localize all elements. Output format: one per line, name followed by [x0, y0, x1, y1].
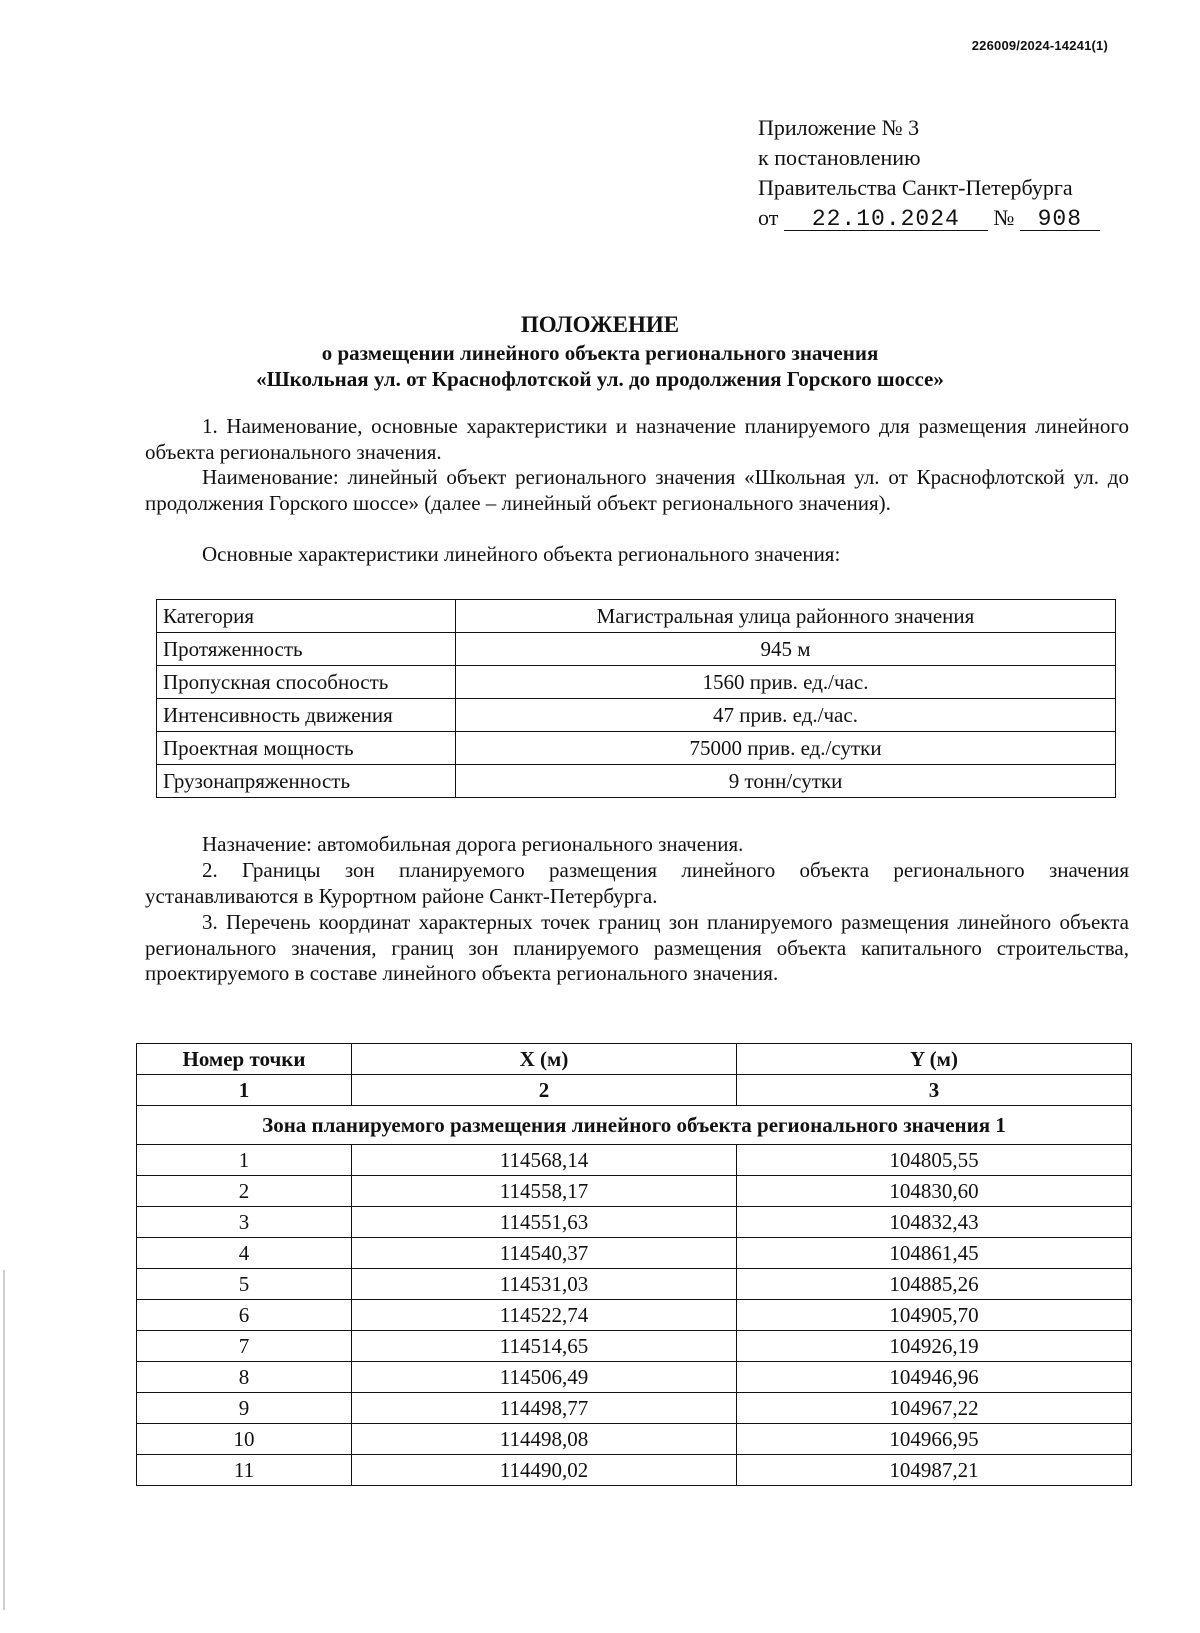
header-point-number: Номер точки — [137, 1044, 352, 1075]
title-heading: ПОЛОЖЕНИЕ — [520, 312, 680, 337]
appendix-line-1: Приложение № 3 — [758, 115, 920, 140]
coordinate-y: 104967,22 — [737, 1393, 1132, 1424]
document-title — [0, 310, 1200, 392]
appendix-number: 908 — [1020, 208, 1100, 231]
coordinate-y: 104966,95 — [737, 1424, 1132, 1455]
title-object-name: «Школьная ул. от Краснофлотской ул. до продолжения Горского шоссе» — [256, 367, 944, 391]
characteristics-row — [157, 633, 1116, 666]
table-row — [137, 1300, 1132, 1331]
paragraph-6-text: 3. Перечень координат характерных точек границ зон планируемого размещения линейного объекта регионального значения, границ зон планируемого размещения объекта капитального строительства, проектируемого в составе линейного объекта регионального значения. — [145, 910, 1129, 985]
appendix-block — [758, 113, 1100, 233]
coordinate-x: 114558,17 — [352, 1176, 737, 1207]
paragraph-5 — [145, 858, 1129, 909]
coordinate-x: 114568,14 — [352, 1145, 737, 1176]
point-number: 9 — [137, 1393, 352, 1424]
point-number: 6 — [137, 1300, 352, 1331]
coordinate-x: 114514,65 — [352, 1331, 737, 1362]
coordinate-y: 104946,96 — [737, 1362, 1132, 1393]
column-number-1: 1 — [137, 1075, 352, 1106]
appendix-date: 22.10.2024 — [784, 208, 988, 231]
coordinate-x: 114540,37 — [352, 1238, 737, 1269]
coordinates-table — [136, 1043, 1132, 1486]
characteristic-value: 9 тонн/сутки — [456, 765, 1116, 798]
coordinate-y: 104987,21 — [737, 1455, 1132, 1486]
coordinate-y: 104905,70 — [737, 1300, 1132, 1331]
characteristics-row — [157, 765, 1116, 798]
characteristics-row — [157, 600, 1116, 633]
title-subheading: о размещении линейного объекта регионального значения — [321, 341, 879, 365]
point-number: 3 — [137, 1207, 352, 1238]
coordinate-x: 114531,03 — [352, 1269, 737, 1300]
table-row — [137, 1176, 1132, 1207]
table-row — [137, 1238, 1132, 1269]
table-row — [137, 1362, 1132, 1393]
paragraph-2 — [145, 465, 1129, 516]
characteristics-row — [157, 699, 1116, 732]
point-number: 11 — [137, 1455, 352, 1486]
coordinates-header-row — [137, 1044, 1132, 1075]
coordinate-y: 104830,60 — [737, 1176, 1132, 1207]
coordinate-y: 104832,43 — [737, 1207, 1132, 1238]
scan-edge-mark — [3, 1270, 5, 1610]
table-row — [137, 1455, 1132, 1486]
characteristic-name: Грузонапряженность — [157, 765, 456, 798]
point-number: 4 — [137, 1238, 352, 1269]
characteristic-name: Проектная мощность — [157, 732, 456, 765]
header-y: Y (м) — [737, 1044, 1132, 1075]
characteristic-value: Магистральная улица районного значения — [456, 600, 1116, 633]
coordinate-x: 114498,08 — [352, 1424, 737, 1455]
coordinate-y: 104926,19 — [737, 1331, 1132, 1362]
coordinate-x: 114551,63 — [352, 1207, 737, 1238]
paragraph-1 — [145, 414, 1129, 465]
coordinate-y: 104805,55 — [737, 1145, 1132, 1176]
paragraph-3-text: Основные характеристики линейного объекта регионального значения: — [202, 542, 841, 566]
characteristic-name: Пропускная способность — [157, 666, 456, 699]
point-number: 2 — [137, 1176, 352, 1207]
characteristics-table — [156, 599, 1116, 798]
table-row — [137, 1331, 1132, 1362]
paragraph-4-text: Назначение: автомобильная дорога регионального значения. — [202, 832, 744, 856]
characteristic-value: 1560 прив. ед./час. — [456, 666, 1116, 699]
document-number: 226009/2024-14241(1) — [971, 38, 1108, 53]
coordinate-x: 114522,74 — [352, 1300, 737, 1331]
characteristic-name: Категория — [157, 600, 456, 633]
characteristics-row — [157, 732, 1116, 765]
coordinate-y: 104861,45 — [737, 1238, 1132, 1269]
appendix-line-2: к постановлению — [758, 145, 921, 170]
characteristic-name: Интенсивность движения — [157, 699, 456, 732]
coordinate-y: 104885,26 — [737, 1269, 1132, 1300]
characteristic-value: 75000 прив. ед./сутки — [456, 732, 1116, 765]
table-row — [137, 1269, 1132, 1300]
coordinate-x: 114490,02 — [352, 1455, 737, 1486]
paragraph-6 — [145, 910, 1129, 987]
point-number: 5 — [137, 1269, 352, 1300]
paragraph-2-text: Наименование: линейный объект регионального значения «Школьная ул. от Краснофлотской ул. до продолжения Горского шоссе» (далее – линейный объект регионального значения). — [145, 465, 1129, 515]
characteristic-name: Протяженность — [157, 633, 456, 666]
table-row — [137, 1145, 1132, 1176]
characteristics-row — [157, 666, 1116, 699]
zone-row — [137, 1106, 1132, 1145]
column-number-3: 3 — [737, 1075, 1132, 1106]
zone-title: Зона планируемого размещения линейного объекта регионального значения 1 — [137, 1106, 1132, 1145]
table-row — [137, 1393, 1132, 1424]
point-number: 10 — [137, 1424, 352, 1455]
paragraph-4 — [145, 832, 1129, 858]
paragraph-1-text: 1. Наименование, основные характеристики и назначение планируемого для размещения линейного объекта регионального значения. — [145, 414, 1129, 464]
paragraph-5-text: 2. Границы зон планируемого размещения линейного объекта регионального значения устанавливаются в Курортном районе Санкт-Петербурга. — [145, 858, 1129, 908]
appendix-date-line — [758, 203, 1100, 233]
characteristic-value: 945 м — [456, 633, 1116, 666]
appendix-number-label: № — [993, 205, 1015, 230]
point-number: 7 — [137, 1331, 352, 1362]
column-number-2: 2 — [352, 1075, 737, 1106]
appendix-from-label: от — [758, 205, 779, 230]
point-number: 8 — [137, 1362, 352, 1393]
coordinates-column-number-row — [137, 1075, 1132, 1106]
table-row — [137, 1207, 1132, 1238]
table-row — [137, 1424, 1132, 1455]
appendix-line-3: Правительства Санкт-Петербурга — [758, 175, 1073, 200]
characteristic-value: 47 прив. ед./час. — [456, 699, 1116, 732]
paragraph-3 — [145, 542, 1129, 568]
header-x: X (м) — [352, 1044, 737, 1075]
coordinate-x: 114506,49 — [352, 1362, 737, 1393]
point-number: 1 — [137, 1145, 352, 1176]
coordinate-x: 114498,77 — [352, 1393, 737, 1424]
